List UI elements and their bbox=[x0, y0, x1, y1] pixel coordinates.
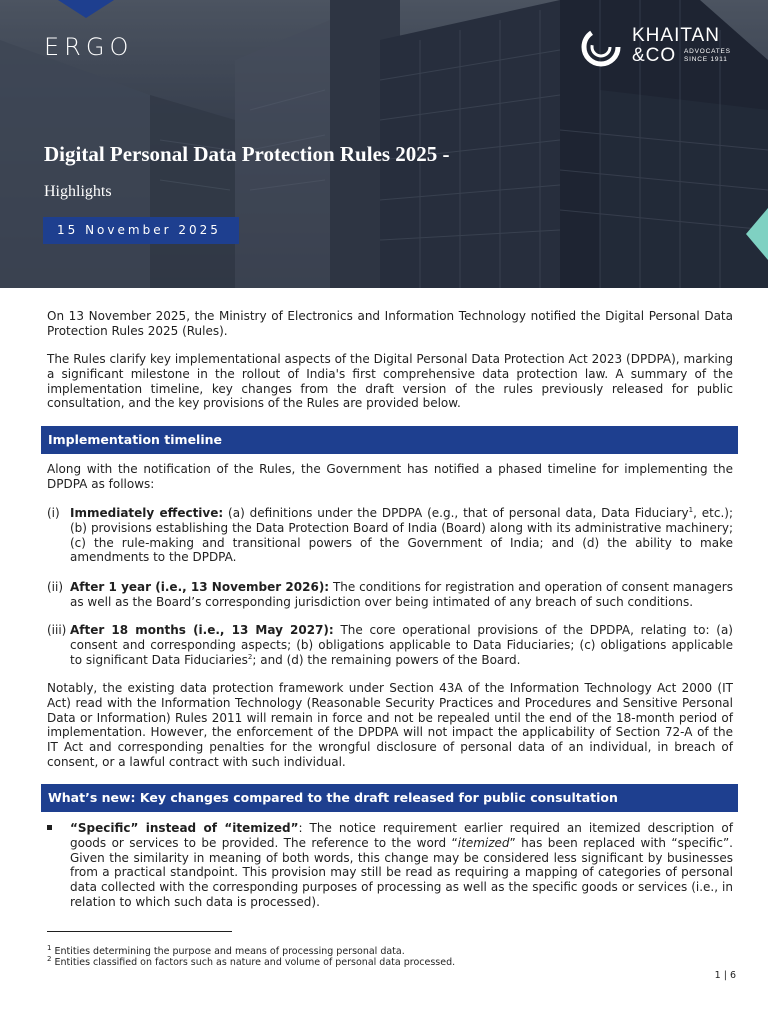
footnote-ref: 1 bbox=[688, 506, 694, 514]
bullet-italic: itemized bbox=[457, 835, 510, 850]
logo-tagline-1: ADVOCATES bbox=[684, 48, 731, 55]
item-heading: After 18 months (i.e., 13 May 2027): bbox=[70, 623, 334, 637]
footnote-mark: 2 bbox=[47, 954, 52, 963]
bullet-text: : The notice requirement earlier required an itemized description of goods or services to be provided. The reference to the word “ bbox=[70, 821, 733, 850]
item-number: (ii) bbox=[47, 580, 64, 594]
footnote-divider bbox=[47, 931, 232, 932]
intro-paragraph-2: The Rules clarify key implementational aspects of the Digital Personal Data Protection Act 2023 (DPDPA), marking a significant milestone in the rollout of India's first comprehensive data protection law. A summary of the implementation timeline, key changes from the draft version of the rules previously released for public consultation, and the key provisions of the Rules are provided below. bbox=[47, 352, 733, 411]
brand-ergo: ERGO bbox=[44, 33, 134, 61]
page-subtitle: Highlights bbox=[44, 183, 112, 200]
item-text: ; and (d) the remaining powers of the Board. bbox=[252, 652, 521, 667]
item-heading: After 1 year (i.e., 13 November 2026): bbox=[70, 580, 330, 594]
item-text: The conditions for registration and operation of consent managers as well as the Board’s corresponding jurisdiction over being intimated of any breach of such conditions. bbox=[70, 580, 733, 609]
footnote-mark: 1 bbox=[47, 943, 52, 952]
intro-paragraph-1: On 13 November 2025, the Ministry of Electronics and Information Technology notified the Digital Personal Data Protection Rules 2025 (Rules). bbox=[47, 309, 733, 338]
logo-mark-icon bbox=[578, 24, 624, 70]
list-item bbox=[47, 821, 733, 910]
timeline-lead: Along with the notification of the Rules, the Government has notified a phased timeline for implementing the DPDPA as follows: bbox=[47, 462, 733, 491]
date-badge bbox=[43, 217, 239, 244]
timeline-item bbox=[47, 580, 733, 610]
hero-banner bbox=[0, 0, 768, 288]
timeline-item bbox=[47, 623, 733, 667]
logo-tagline bbox=[684, 48, 731, 63]
bullet-icon bbox=[47, 825, 52, 830]
page-title: Digital Personal Data Protection Rules 2025 - bbox=[44, 142, 450, 166]
item-heading: Immediately effective: bbox=[70, 506, 224, 520]
logo-tagline-2: SINCE 1911 bbox=[684, 55, 728, 63]
section-heading-timeline: Implementation timeline bbox=[41, 426, 738, 454]
item-number: (i) bbox=[47, 506, 60, 520]
footnote-ref: 2 bbox=[247, 652, 253, 661]
bullet-heading: “Specific” instead of “itemized” bbox=[70, 821, 299, 835]
timeline-closing: Notably, the existing data protection framework under Section 43A of the Information Technology Act 2000 (IT Act) read with the Information Technology (Reasonable Security Practices and Procedures and Sensitive Personal Data or Information) Rules 2011 will remain in force and not be repealed until the end of the 18-month period of implementation. However, the enforcement of the DPDPA will not impact the applicability of Section 72-A of the IT Act and corresponding penalties for the wrongful disclosure of personal data of an individual, in breach of consent, or a lawful contract with such individual. bbox=[47, 681, 733, 769]
khaitan-logo bbox=[578, 24, 746, 70]
footnote-1 bbox=[47, 943, 405, 957]
item-text: , etc.); (b) provisions establishing the Data Protection Board of India (Board) along with its administrative machinery; (c) the rule-making and transitional powers of the Government of India; and (d) the ability to make amendments to the DPDPA. bbox=[70, 506, 734, 565]
item-number: (iii) bbox=[47, 623, 67, 637]
logo-co: &CO bbox=[632, 45, 677, 66]
logo-name: KHAITAN bbox=[632, 25, 720, 46]
page-number: 1 | 6 bbox=[714, 970, 736, 981]
footnote-text: Entities determining the purpose and means of processing personal data. bbox=[51, 946, 405, 957]
footnote-2 bbox=[47, 954, 456, 968]
footnote-text: Entities classified on factors such as nature and volume of personal data processed. bbox=[51, 957, 456, 968]
timeline-item bbox=[47, 506, 733, 565]
date-text: 15 November 2025 bbox=[57, 223, 221, 237]
section-heading-whats-new: What’s new: Key changes compared to the draft released for public consultation bbox=[41, 784, 738, 812]
item-text: (a) definitions under the DPDPA (e.g., that of personal data, Data Fiduciary bbox=[223, 506, 689, 520]
bullet-text: ” has been replaced with “specific”. Given the similarity in meaning of both words, this change may be considered less significant by businesses from a practical standpoint. This provision may still be read as requiring a mapping of categories of personal data collected with the corresponding purposes of processing as well as the specific goods or services (i.e., in relation to which such data is processed). bbox=[70, 835, 733, 909]
item-text: The core operational provisions of the DPDPA, relating to: (a) consent and corresponding aspects; (b) obligations applicable to Data Fiduciaries; (c) obligations applicable to significant Data Fiduciaries bbox=[70, 623, 733, 667]
